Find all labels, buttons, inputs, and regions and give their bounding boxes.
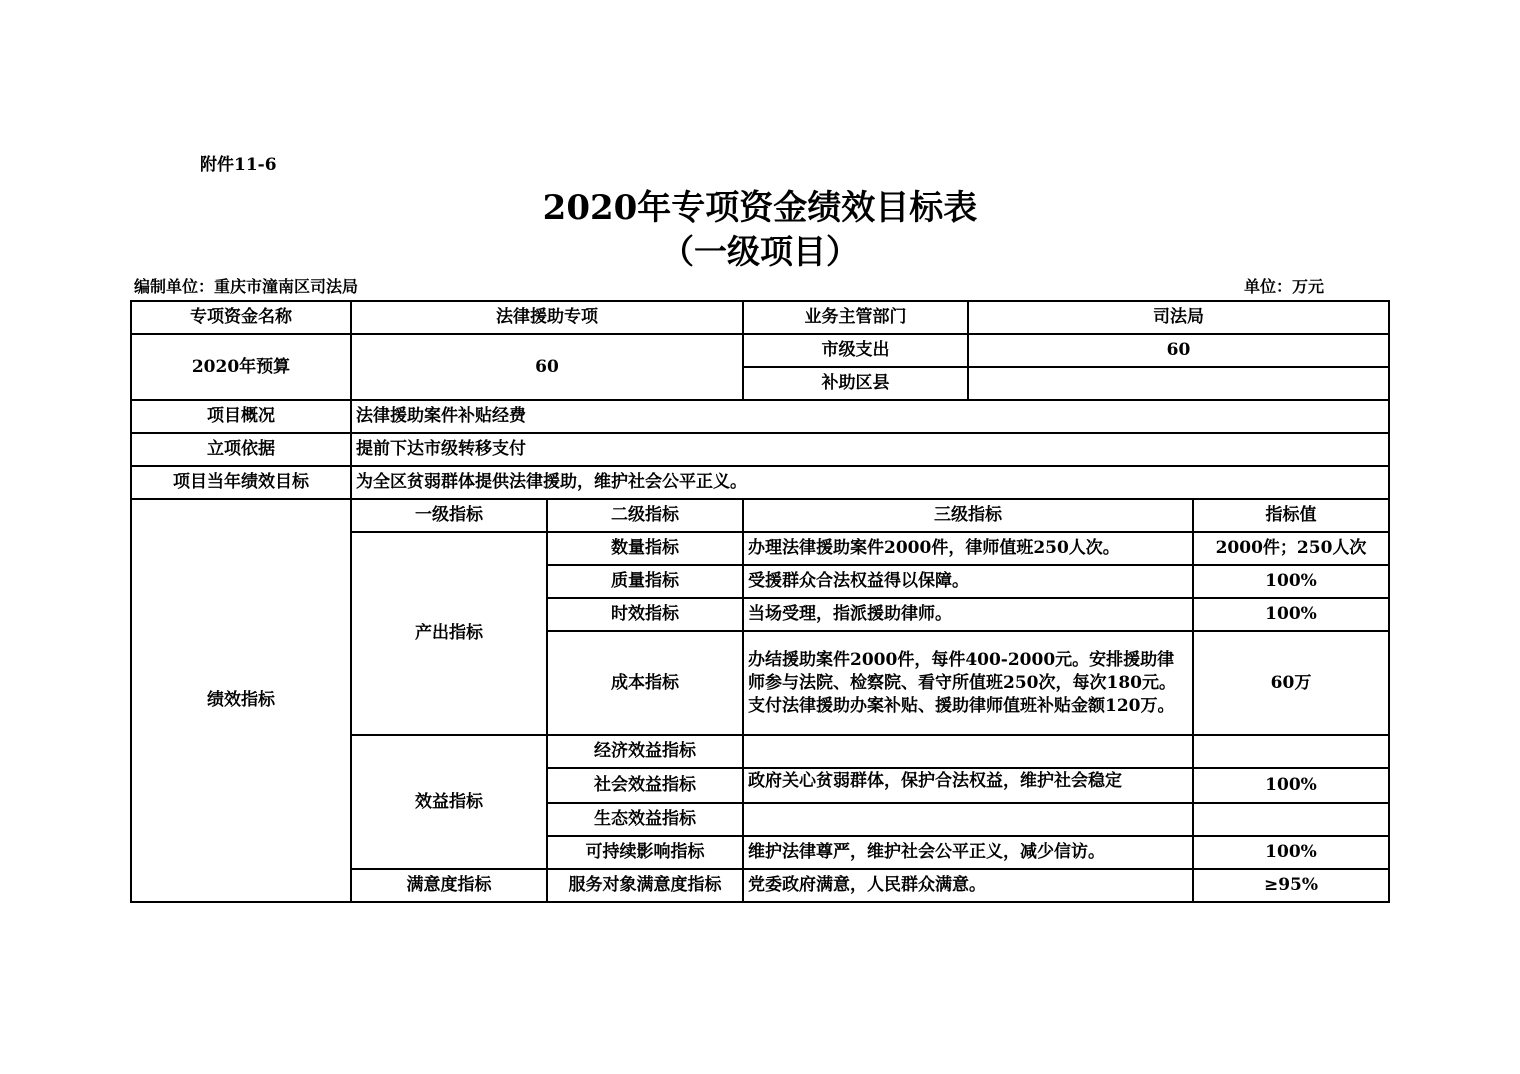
budget-label: 2020年预算 <box>131 334 351 400</box>
col-level1-header: 一级指标 <box>351 499 547 532</box>
value-cell: 100% <box>1193 836 1389 869</box>
level2-cell: 经济效益指标 <box>547 735 743 768</box>
value-cell: 100% <box>1193 598 1389 631</box>
dept-value: 司法局 <box>968 301 1389 334</box>
level3-text: 政府关心贫弱群体，保护合法权益，维护社会稳定 <box>748 771 1122 791</box>
value-cell: ≥95% <box>1193 869 1389 902</box>
table-row <box>131 301 1389 334</box>
page-subtitle: （一级项目） <box>661 232 859 271</box>
page-title: 2020年专项资金绩效目标表 <box>542 188 978 228</box>
col-level2-header: 二级指标 <box>547 499 743 532</box>
col-level3-header: 三级指标 <box>743 499 1193 532</box>
basis-value: 提前下达市级转移支付 <box>351 433 1389 466</box>
goal-value: 为全区贫弱群体提供法律援助，维护社会公平正义。 <box>351 466 1389 499</box>
table-row <box>131 433 1389 466</box>
level2-cell: 生态效益指标 <box>547 803 743 836</box>
basis-label: 立项依据 <box>131 433 351 466</box>
benefit-label: 效益指标 <box>351 735 547 869</box>
level3-cell: 维护法律尊严，维护社会公平正义，减少信访。 <box>743 836 1193 869</box>
output-label: 产出指标 <box>351 532 547 735</box>
table-row <box>131 466 1389 499</box>
col-value-header: 指标值 <box>1193 499 1389 532</box>
unit-label: 单位：万元 <box>1244 277 1325 296</box>
budget-value: 60 <box>351 334 743 400</box>
overview-value: 法律援助案件补贴经费 <box>351 400 1389 433</box>
level2-cell: 成本指标 <box>547 631 743 735</box>
level3-cell <box>743 735 1193 768</box>
overview-label: 项目概况 <box>131 400 351 433</box>
goal-label: 项目当年绩效目标 <box>131 466 351 499</box>
value-cell: 100% <box>1193 565 1389 598</box>
level3-cell: 办理法律援助案件2000件，律师值班250人次。 <box>743 532 1193 565</box>
value-cell: 100% <box>1193 768 1389 803</box>
level2-cell: 社会效益指标 <box>547 768 743 803</box>
value-cell: 60万 <box>1193 631 1389 735</box>
county-value <box>968 367 1389 400</box>
level3-cell: 党委政府满意，人民群众满意。 <box>743 869 1193 902</box>
table-row <box>131 499 1389 532</box>
city-value: 60 <box>968 334 1389 367</box>
org-label: 编制单位：重庆市潼南区司法局 <box>134 277 359 296</box>
satisfaction-label: 满意度指标 <box>351 869 547 902</box>
level2-cell: 质量指标 <box>547 565 743 598</box>
fund-name-value: 法律援助专项 <box>351 301 743 334</box>
table-row <box>131 400 1389 433</box>
attachment-label: 附件11-6 <box>200 155 277 175</box>
level2-cell: 可持续影响指标 <box>547 836 743 869</box>
value-cell <box>1193 803 1389 836</box>
value-cell <box>1193 735 1389 768</box>
dept-label: 业务主管部门 <box>743 301 968 334</box>
level3-cell: 当场受理，指派援助律师。 <box>743 598 1193 631</box>
table-row <box>131 334 1389 367</box>
level3-cell: 受援群众合法权益得以保障。 <box>743 565 1193 598</box>
performance-label: 绩效指标 <box>131 499 351 902</box>
performance-table <box>130 300 1390 903</box>
level2-cell: 时效指标 <box>547 598 743 631</box>
level3-cell <box>743 803 1193 836</box>
value-cell: 2000件；250人次 <box>1193 532 1389 565</box>
level3-cell <box>743 768 1193 803</box>
fund-name-label: 专项资金名称 <box>131 301 351 334</box>
level2-cell: 服务对象满意度指标 <box>547 869 743 902</box>
level2-cell: 数量指标 <box>547 532 743 565</box>
city-label: 市级支出 <box>743 334 968 367</box>
county-label: 补助区县 <box>743 367 968 400</box>
level3-cell: 办结援助案件2000件，每件400-2000元。安排援助律师参与法院、检察院、看守所值班250次，每次180元。支付法律援助办案补贴、援助律师值班补贴金额120万。 <box>743 631 1193 735</box>
